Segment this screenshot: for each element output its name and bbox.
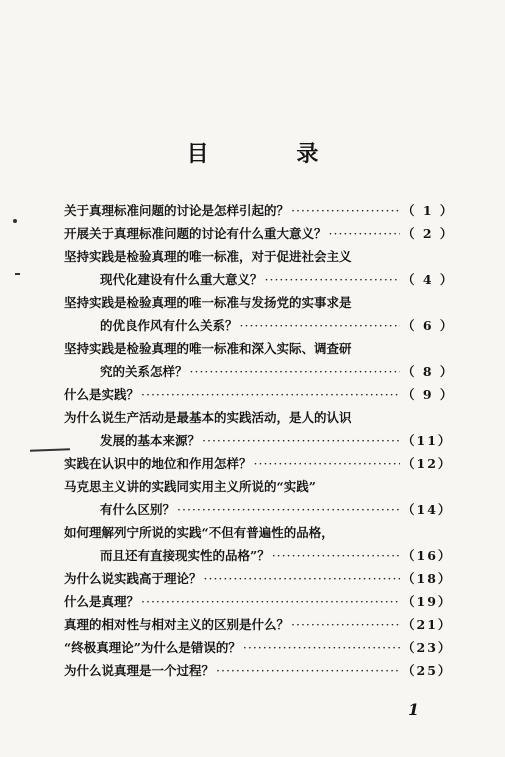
toc-page-ref: （19） bbox=[402, 594, 453, 609]
toc-entry bbox=[64, 636, 453, 659]
toc-page-ref: （ 1 ） bbox=[402, 203, 455, 218]
toc-entry bbox=[64, 475, 453, 521]
dot-leader bbox=[240, 314, 400, 337]
dot-leader bbox=[291, 199, 400, 222]
toc-entry-line bbox=[64, 291, 448, 314]
toc-entry-line bbox=[64, 314, 455, 337]
toc-entry bbox=[64, 406, 453, 452]
toc-page-ref: （23） bbox=[402, 640, 453, 655]
toc-entry-text: “终极真理论”为什么是错误的？ bbox=[64, 640, 241, 655]
toc-entry-line bbox=[64, 544, 453, 567]
toc-entry-text: 坚持实践是检验真理的唯一标准与发扬党的实事求是 bbox=[64, 295, 352, 310]
toc-entry-line bbox=[64, 268, 455, 291]
toc-entry-text: 什么是实践？ bbox=[64, 387, 140, 402]
toc-entry bbox=[64, 222, 455, 245]
toc-entry-line bbox=[64, 613, 453, 636]
toc-entry-text: 真理的相对性与相对主义的区别是什么？ bbox=[64, 617, 290, 632]
toc-entry-line bbox=[64, 498, 453, 521]
toc-entry bbox=[64, 613, 453, 636]
dot-leader bbox=[141, 383, 400, 406]
toc-entry bbox=[64, 659, 453, 682]
toc-entry-line bbox=[64, 383, 455, 406]
toc-entry-text: 究的关系怎样？ bbox=[100, 364, 188, 379]
table-of-contents bbox=[64, 199, 455, 682]
toc-entry-line bbox=[64, 590, 453, 613]
dot-leader bbox=[141, 590, 400, 613]
toc-entry-text: 马克思主义讲的实践同实用主义所说的“实践” bbox=[64, 479, 316, 494]
toc-entry bbox=[64, 567, 453, 590]
toc-entry-line bbox=[64, 337, 448, 360]
toc-entry-text: 现代化建设有什么重大意义？ bbox=[100, 272, 263, 287]
toc-entry-text: 而且还有直接现实性的品格”？ bbox=[100, 548, 270, 563]
dot-leader bbox=[329, 222, 400, 245]
toc-page-ref: （25） bbox=[402, 663, 453, 678]
toc-entry bbox=[64, 452, 453, 475]
dot-leader bbox=[254, 452, 400, 475]
toc-entry-text: 有什么区别？ bbox=[100, 502, 176, 517]
toc-entry bbox=[64, 383, 455, 406]
page-title: 目 录 bbox=[186, 141, 359, 167]
toc-entry bbox=[64, 245, 455, 291]
toc-page-ref: （18） bbox=[402, 571, 453, 586]
toc-entry-text: 坚持实践是检验真理的唯一标准，对于促进社会主义 bbox=[64, 249, 352, 264]
toc-page-ref: （12） bbox=[402, 456, 453, 471]
toc-entry-line bbox=[64, 360, 455, 383]
toc-page-ref: （ 6 ） bbox=[402, 318, 455, 333]
toc-entry bbox=[64, 199, 455, 222]
toc-entry-text: 发展的基本来源？ bbox=[100, 433, 201, 448]
toc-entry-line bbox=[64, 429, 453, 452]
toc-entry-line bbox=[64, 567, 453, 590]
dot-leader bbox=[265, 268, 400, 291]
toc-entry-text: 如何理解列宁所说的实践“不但有普遍性的品格， bbox=[64, 525, 334, 540]
toc-page-ref: （21） bbox=[402, 617, 453, 632]
dot-leader bbox=[202, 429, 400, 452]
toc-entry-text: 为什么说实践高于理论？ bbox=[64, 571, 202, 586]
toc-entry-text: 实践在认识中的地位和作用怎样？ bbox=[64, 456, 252, 471]
toc-entry bbox=[64, 337, 455, 383]
dot-leader bbox=[190, 360, 400, 383]
toc-page-ref: （14） bbox=[402, 502, 453, 517]
dot-leader bbox=[204, 567, 400, 590]
dot-leader bbox=[216, 659, 400, 682]
toc-entry-text: 为什么说生产活动是最基本的实践活动，是人的认识 bbox=[64, 410, 352, 425]
page-number: 1 bbox=[408, 700, 420, 719]
toc-entry-text: 为什么说真理是一个过程？ bbox=[64, 663, 215, 678]
toc-entry-text: 坚持实践是检验真理的唯一标准和深入实际、调查研 bbox=[64, 341, 352, 356]
toc-entry-text: 开展关于真理标准问题的讨论有什么重大意义？ bbox=[64, 226, 327, 241]
toc-entry bbox=[64, 590, 453, 613]
dot-leader bbox=[272, 544, 400, 567]
toc-entry-line bbox=[64, 475, 448, 498]
toc-entry bbox=[64, 521, 453, 567]
toc-entry-line bbox=[64, 199, 455, 222]
toc-entry-text: 的优良作风有什么关系？ bbox=[100, 318, 238, 333]
toc-page-ref: （ 9 ） bbox=[402, 387, 455, 402]
dot-leader bbox=[177, 498, 400, 521]
dot-leader bbox=[243, 636, 400, 659]
scan-speck bbox=[13, 219, 17, 223]
toc-page-ref: （ 4 ） bbox=[402, 272, 455, 287]
toc-entry-text: 关于真理标准问题的讨论是怎样引起的？ bbox=[64, 203, 290, 218]
toc-entry bbox=[64, 291, 455, 337]
toc-entry-line bbox=[64, 659, 453, 682]
scan-speck bbox=[15, 273, 20, 275]
toc-entry-text: 什么是真理？ bbox=[64, 594, 140, 609]
toc-entry-line bbox=[64, 521, 448, 544]
toc-page-ref: （11） bbox=[402, 433, 453, 448]
toc-entry-line bbox=[64, 452, 453, 475]
toc-page-ref: （ 8 ） bbox=[402, 364, 455, 379]
dot-leader bbox=[291, 613, 400, 636]
toc-entry-line bbox=[64, 406, 448, 429]
toc-page-ref: （16） bbox=[402, 548, 453, 563]
toc-entry-line bbox=[64, 636, 453, 659]
toc-page-ref: （ 2 ） bbox=[402, 226, 455, 241]
toc-entry-line bbox=[64, 222, 455, 245]
toc-entry-line bbox=[64, 245, 448, 268]
